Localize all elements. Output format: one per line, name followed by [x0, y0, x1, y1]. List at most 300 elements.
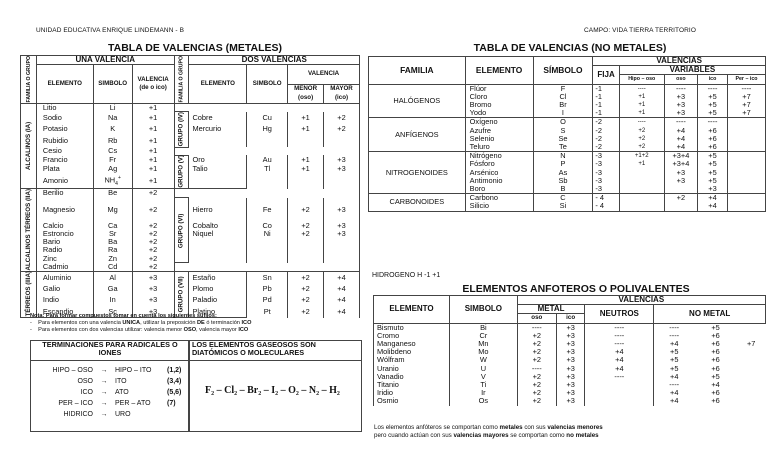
hydrogen-row: HIDROGENO H -1 +1 [372, 272, 441, 279]
nm-oso: +3 [664, 177, 697, 185]
valence-menor: +2 [288, 295, 324, 306]
nm-element: Teluro [465, 143, 533, 152]
nm-symbol-header: SÍMBOLO [533, 57, 593, 85]
nm-per: +7 [727, 93, 765, 101]
nm-symbol: C [533, 194, 593, 203]
am-nm-1: ---- [654, 323, 694, 332]
empty-cell [189, 135, 247, 147]
nm-fixed: -3 [593, 169, 619, 177]
group-col-header-2: FAMILIA O GRUPO [174, 56, 189, 104]
am-element: Titanio [374, 381, 450, 389]
element-symbol-2: Pd [247, 295, 288, 306]
am-nm-2: +6 [711, 330, 720, 340]
nm-oso: +3 [664, 169, 697, 177]
nm-ico: +4 [698, 202, 728, 211]
nm-oso: ---- [664, 118, 697, 127]
element-valence: +3 [132, 295, 174, 306]
nm-per [727, 185, 765, 194]
nm-element: Bromo [465, 101, 533, 109]
family-name: ANFÍGENOS [369, 118, 466, 152]
valence-mayor: +3 [324, 164, 360, 173]
empty-cell [324, 255, 360, 263]
am-ico: +3 [556, 340, 585, 348]
element-valence: +2 [132, 263, 174, 272]
nm-hipo: +2 [619, 143, 664, 152]
element-symbol: $NH_4^+$ [93, 173, 132, 189]
variable-sub-header: Hipo – oso [619, 75, 664, 84]
termination-cell: → [100, 400, 108, 407]
empty-cell [288, 246, 324, 254]
am-nm-2: +5 [711, 322, 720, 332]
element-name: Berilio [36, 189, 93, 198]
termination-row [31, 409, 189, 420]
gases-title: LOS ELEMENTOS GASEOSOS SON DIATÓMICOS O MOLECULARES [189, 341, 361, 361]
metal-row [21, 295, 360, 306]
empty-cell [324, 135, 360, 147]
am-oso: ---- [517, 365, 556, 373]
oso-header: oso [517, 314, 556, 323]
am-nm-3 [737, 348, 766, 356]
element-name-2: Plomo [189, 283, 247, 294]
element-symbol: Al [93, 271, 132, 283]
empty-cell [288, 135, 324, 147]
am-oso: +2 [517, 373, 556, 381]
nm-fixed: -2 [593, 135, 619, 143]
element-symbol: Sc [93, 306, 132, 318]
element-valence: +3 [132, 306, 174, 318]
valence-mayor: +3 [324, 198, 360, 222]
metal-row [21, 246, 360, 254]
nm-element: Cloro [465, 93, 533, 101]
element-symbol: Li [93, 103, 132, 112]
termination-row [31, 387, 189, 398]
nm-per [727, 143, 765, 152]
empty-cell [288, 255, 324, 263]
nonmetal-header: NO METAL [654, 305, 766, 323]
empty-cell [189, 173, 247, 189]
am-nm-2: +6 [711, 388, 720, 398]
nm-fixed: -3 [593, 152, 619, 161]
element-symbol: Ag [93, 164, 132, 173]
element-symbol: Ba [93, 238, 132, 246]
nonmetals-table [368, 56, 766, 212]
family-name: CARBONOIDES [369, 194, 466, 211]
metal-row [21, 198, 360, 222]
element-name-2: Hierro [189, 198, 247, 222]
valence-menor: +2 [288, 283, 324, 294]
element-name: Plata [36, 164, 93, 173]
nm-fixed: -2 [593, 143, 619, 152]
nm-fixed: - 4 [593, 202, 619, 211]
am-oso: +2 [517, 332, 556, 340]
element-name: Francio [36, 155, 93, 164]
nm-ico: +6 [698, 127, 728, 135]
nm-oso: +4 [664, 143, 697, 152]
termination-row [31, 398, 189, 409]
nm-oso: +3 [664, 93, 697, 101]
element-name-2: Paladio [189, 295, 247, 306]
nm-oso: +3 [664, 101, 697, 109]
nm-ico: +5 [698, 152, 728, 161]
valence-mayor: +2 [324, 124, 360, 136]
am-neutral: ---- [585, 323, 654, 332]
empty-cell [247, 135, 288, 147]
nm-hipo [619, 177, 664, 185]
nm-symbol: Si [533, 202, 593, 211]
am-nm-3: +7 [746, 339, 756, 349]
termination-cell: → [100, 389, 108, 396]
element-name-2: Cobre [189, 112, 247, 124]
valence-menor: +1 [288, 164, 324, 173]
element-symbol-2: Co [247, 222, 288, 230]
element-symbol: Sr [93, 230, 132, 238]
am-symbol: Os [450, 397, 518, 405]
nm-ico: +4 [698, 194, 728, 203]
variable-header: VARIABLES [619, 66, 765, 75]
valence-header: VALENCIA (de o ico) [132, 65, 174, 103]
nm-fixed: -1 [593, 93, 619, 101]
nm-ico: +3 [698, 185, 728, 194]
group-label: ALCALINOS TÉRREOS (IIA) [21, 189, 37, 271]
amphoteric-row [374, 397, 766, 405]
metal-row [21, 238, 360, 246]
element-valence: +2 [132, 238, 174, 246]
valence-menor: +1 [288, 112, 324, 124]
am-nm-3 [737, 373, 766, 381]
spacer-cell [174, 263, 359, 272]
am-neutral: +4 [585, 365, 654, 373]
am-element-header: ELEMENTO [374, 296, 450, 324]
nm-ico: +5 [698, 169, 728, 177]
nm-symbol: Sb [533, 177, 593, 185]
am-element: Cromo [374, 332, 450, 340]
am-nm-1: +4 [654, 373, 694, 381]
nm-fixed: -2 [593, 127, 619, 135]
termination-cell: PER – ICO [58, 400, 93, 407]
amphoteric-title: ELEMENTOS ANFOTEROS O POLIVALENTES [462, 283, 690, 295]
terminations-title: TERMINACIONES PARA RADICALES O IONES [31, 341, 189, 361]
element-name: Galio [36, 283, 93, 294]
element-symbol-2: Fe [247, 198, 288, 222]
nm-symbol: N [533, 152, 593, 161]
variable-sub-header: ico [698, 75, 728, 84]
nm-element: Oxígeno [465, 118, 533, 127]
termination-cell [167, 409, 185, 420]
am-symbol: Cr [450, 332, 518, 340]
am-symbol: V [450, 373, 518, 381]
nm-element: Carbono [465, 194, 533, 203]
am-nm-2: +6 [711, 347, 720, 357]
element-header-2: ELEMENTO [189, 65, 247, 103]
valence-menor: +2 [288, 306, 324, 318]
element-valence: +2 [132, 230, 174, 238]
nonmetal-row [369, 194, 766, 203]
am-nm-1: +5 [654, 356, 694, 364]
am-symbol: Bi [450, 323, 518, 332]
nm-fixed: -3 [593, 185, 619, 194]
group-label-right: GRUPO (IV) [174, 112, 189, 147]
element-valence: +1 [132, 135, 174, 147]
symbol-header-2: SIMBOLO [247, 65, 288, 103]
element-name-2: Niquel [189, 230, 247, 238]
gases-formula: F₂ – Cl₂ – Br₂ – I₂ – O₂ – N₂ – H₂ [205, 385, 340, 396]
element-name: Sodio [36, 112, 93, 124]
am-symbol: U [450, 365, 518, 373]
metal-row [21, 103, 360, 112]
am-nm-1: +5 [654, 365, 694, 373]
element-name: Indio [36, 295, 93, 306]
metal-row [21, 112, 360, 124]
nm-per [727, 152, 765, 161]
nm-hipo [619, 202, 664, 211]
nm-element: Nitrógeno [465, 152, 533, 161]
am-nm-3 [737, 381, 766, 389]
campus-name: CAMPO: VIDA TIERRA TERRITORIO [584, 27, 696, 34]
element-valence: +1 [132, 173, 174, 189]
am-nm-3 [737, 323, 766, 332]
menor-header: MENOR (oso) [288, 84, 324, 103]
am-oso: +2 [517, 381, 556, 389]
element-valence: +2 [132, 255, 174, 263]
nm-per [727, 177, 765, 185]
gases-box [188, 340, 362, 432]
element-name-2: Talio [189, 164, 247, 173]
am-symbol-header: SIMBOLO [450, 296, 518, 324]
element-name: Estroncio [36, 230, 93, 238]
valence-mayor: +4 [324, 271, 360, 283]
am-neutral: ---- [585, 332, 654, 340]
empty-cell [247, 246, 288, 254]
group-label: TÉRREOS (IIIA) [21, 271, 37, 317]
group-label-right: GRUPO (VI) [174, 198, 189, 263]
am-nm-3 [737, 365, 766, 373]
am-oso: +2 [517, 340, 556, 348]
nm-symbol: O [533, 118, 593, 127]
amphoteric-table [373, 295, 766, 406]
amphoteric-footnote: Los elementos anfóteros se comportan como metales con sus valencias menores pero cuando actúan con sus valencias mayores se comportan como no metales [374, 424, 603, 439]
valence-menor: +1 [288, 155, 324, 164]
am-symbol: Ti [450, 381, 518, 389]
group-label: ALCALINOS (IA) [21, 103, 37, 189]
nonmetal-row [369, 118, 766, 127]
nm-element: Silicio [465, 202, 533, 211]
metal-row [21, 271, 360, 283]
am-nm-1: +4 [654, 397, 694, 405]
termination-cell: (7) [167, 400, 176, 407]
am-nm-2: +6 [711, 363, 720, 373]
metal-row [21, 155, 360, 164]
valence-mayor: +3 [324, 222, 360, 230]
nonmetals-title: TABLA DE VALENCIAS (NO METALES) [473, 42, 667, 54]
empty-cell [288, 173, 324, 189]
element-symbol-2: Hg [247, 124, 288, 136]
element-name: Calcio [36, 222, 93, 230]
nm-element: Yodo [465, 109, 533, 118]
am-nm-2: +5 [711, 371, 720, 381]
nm-per: ---- [727, 84, 765, 93]
element-name: Magnesio [36, 198, 93, 222]
termination-cell: → [100, 411, 108, 418]
termination-cell: PER – ATO [115, 400, 151, 407]
element-name-2: Estaño [189, 271, 247, 283]
nm-per [727, 127, 765, 135]
metal-row [21, 124, 360, 136]
element-symbol: Be [93, 189, 132, 198]
nm-ico: ---- [698, 84, 728, 93]
am-symbol: Ir [450, 389, 518, 397]
termination-cell: (5,6) [167, 389, 182, 396]
am-element: Wólfram [374, 356, 450, 364]
nm-element: Fósforo [465, 160, 533, 168]
nm-hipo: +1 [619, 160, 664, 168]
element-symbol: Ca [93, 222, 132, 230]
am-oso: ---- [517, 323, 556, 332]
nm-symbol: B [533, 185, 593, 194]
nm-oso: ---- [664, 84, 697, 93]
nm-ico: +6 [698, 143, 728, 152]
nm-element: Azufre [465, 127, 533, 135]
termination-cell: ICO [80, 389, 93, 396]
family-name: NITROGENOIDES [369, 152, 466, 194]
element-name: Escandio [36, 306, 93, 318]
am-ico: +3 [556, 332, 585, 340]
valence-mayor: +4 [324, 283, 360, 294]
nm-fixed: -1 [593, 84, 619, 93]
element-name-2: Oro [189, 155, 247, 164]
am-nm-2: +6 [711, 339, 720, 349]
element-name: Potasio [36, 124, 93, 136]
empty-cell [324, 246, 360, 254]
element-name: Amonio [36, 173, 93, 189]
nm-symbol: I [533, 109, 593, 118]
valence-menor: +2 [288, 222, 324, 230]
empty-cell [247, 173, 288, 189]
group-label-right: GRUPO (V) [174, 155, 189, 189]
nm-ico: +6 [698, 135, 728, 143]
nm-hipo: +1 [619, 109, 664, 118]
variable-sub-header: oso [664, 75, 697, 84]
nm-symbol: Cl [533, 93, 593, 101]
element-valence: +1 [132, 147, 174, 155]
am-neutral [585, 381, 654, 389]
nm-ico: ---- [698, 118, 728, 127]
am-nm-1: ---- [654, 381, 694, 389]
am-ico: +3 [556, 356, 585, 364]
nm-hipo: +2 [619, 127, 664, 135]
am-symbol: Mo [450, 348, 518, 356]
nm-fixed: -1 [593, 101, 619, 109]
metal-row [21, 135, 360, 147]
termination-cell: → [100, 378, 108, 385]
valence-mayor: +3 [324, 230, 360, 238]
am-element: Manganeso [374, 340, 450, 348]
am-element: Molibdeno [374, 348, 450, 356]
nm-oso: +3 [664, 109, 697, 118]
neutral-header: NEUTROS [585, 305, 654, 323]
element-symbol-2: Au [247, 155, 288, 164]
nm-hipo [619, 194, 664, 203]
am-ico: +3 [556, 365, 585, 373]
metals-title: TABLA DE VALENCIAS (METALES) [107, 42, 283, 54]
nm-element: Boro [465, 185, 533, 194]
element-name: Litio [36, 103, 93, 112]
element-valence: +2 [132, 246, 174, 254]
am-nm-1: +4 [654, 340, 694, 348]
am-element: Iridio [374, 389, 450, 397]
am-valences-header: VALENCIAS [517, 296, 765, 305]
element-symbol-2: Sn [247, 271, 288, 283]
am-ico: +3 [556, 389, 585, 397]
nm-symbol: As [533, 169, 593, 177]
am-neutral: ---- [585, 340, 654, 348]
am-element: Vanadio [374, 373, 450, 381]
valence-mayor: +3 [324, 155, 360, 164]
termination-cell: HIDRICO [63, 411, 93, 418]
am-nm-2: +4 [711, 380, 720, 390]
nm-hipo: ---- [619, 118, 664, 127]
termination-cell: (1,2) [167, 367, 182, 374]
empty-cell [288, 238, 324, 246]
nm-fixed: -3 [593, 177, 619, 185]
empty-cell [189, 238, 247, 246]
ico-header: ico [556, 314, 585, 323]
am-ico: +3 [556, 373, 585, 381]
am-symbol: Mn [450, 340, 518, 348]
termination-cell: HIPO – ITO [115, 367, 152, 374]
am-ico: +3 [556, 348, 585, 356]
nm-fixed: - 4 [593, 194, 619, 203]
element-symbol-2: Pt [247, 306, 288, 318]
element-header: ELEMENTO [36, 65, 93, 103]
element-symbol: In [93, 295, 132, 306]
metal-row [21, 173, 360, 189]
valence-mayor: +4 [324, 306, 360, 318]
am-neutral: ---- [585, 373, 654, 381]
nm-fixed: -1 [593, 109, 619, 118]
metal-row [21, 263, 360, 272]
am-element: Bismuto [374, 323, 450, 332]
element-valence: +2 [132, 222, 174, 230]
mayor-header: MAYOR (ico) [324, 84, 360, 103]
nm-symbol: P [533, 160, 593, 168]
nm-oso: +2 [664, 194, 697, 203]
element-name: Zinc [36, 255, 93, 263]
am-nm-2: +6 [711, 355, 720, 365]
element-symbol: Ga [93, 283, 132, 294]
nm-per [727, 194, 765, 203]
family-header: FAMILIA [369, 57, 466, 85]
am-nm-1: +5 [654, 348, 694, 356]
element-name-2: Mercurio [189, 124, 247, 136]
nm-oso [664, 202, 697, 211]
nm-ico: +5 [698, 93, 728, 101]
am-oso: +2 [517, 348, 556, 356]
nm-per: +7 [727, 101, 765, 109]
valences-header: VALENCIAS [593, 57, 766, 66]
nm-symbol: F [533, 84, 593, 93]
variable-sub-header: Per – ico [727, 75, 765, 84]
termination-cell: URO [115, 411, 131, 418]
termination-cell: HIPO – OSO [52, 367, 93, 374]
valence-mayor: +4 [324, 295, 360, 306]
nm-symbol: Br [533, 101, 593, 109]
termination-cell: OSO [77, 378, 93, 385]
element-name: Radio [36, 246, 93, 254]
nm-element: Arsénico [465, 169, 533, 177]
element-valence: +2 [132, 189, 174, 198]
am-ico: +3 [556, 397, 585, 405]
nm-per [727, 202, 765, 211]
